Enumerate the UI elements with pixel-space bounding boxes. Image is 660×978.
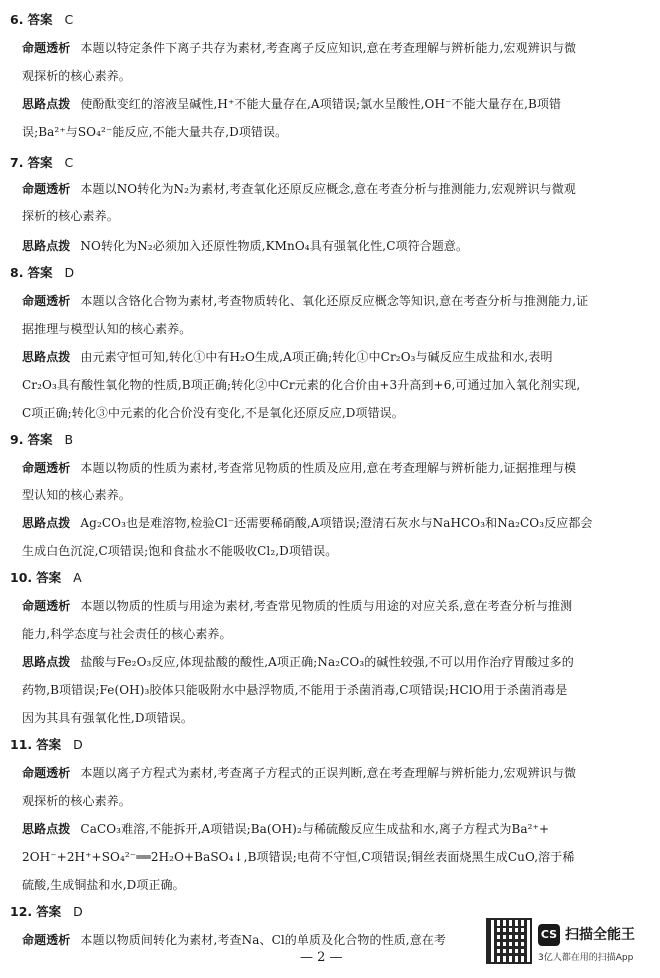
explanation-line: [22, 877, 650, 893]
section-label: 思路点拨: [22, 822, 71, 836]
answer-letter: A: [73, 570, 82, 585]
explanation-text: 型认知的核心素养。: [22, 488, 131, 502]
explanation-text: 本题以含铬化合物为素材,考查物质转化、氧化还原反应概念等知识,意在考查分析与推测能力,证: [80, 294, 589, 308]
question-number: 6.: [10, 12, 24, 27]
answer-label: 答案: [27, 155, 53, 170]
answer-label: 答案: [27, 265, 53, 280]
explanation-text: 观探析的核心素养。: [22, 69, 131, 83]
answer-letter: D: [73, 737, 83, 752]
question-number: 8.: [10, 265, 24, 280]
question-header: [10, 10, 73, 28]
section-label: 思路点拨: [22, 97, 71, 111]
section-label: 命题透析: [22, 461, 71, 475]
explanation-text: 探析的核心素养。: [22, 209, 119, 223]
explanation-line: [22, 598, 650, 614]
section-label: 命题透析: [22, 294, 71, 308]
explanation-line: [22, 68, 650, 84]
explanation-text: Cr₂O₃具有酸性氧化物的性质,B项正确;转化②中Cr元素的化合价由+3升高到+6,可通过加入氧化剂实现,: [22, 378, 581, 392]
explanation-text: 药物,B项错误;Fe(OH)₃胶体只能吸附水中悬浮物质,不能用于杀菌消毒,C项错误;HClO用于杀菌消毒是: [22, 683, 568, 697]
explanation-line: [22, 765, 650, 781]
camscanner-name: 扫描全能王: [565, 927, 635, 943]
explanation-text: 生成白色沉淀,C项错误;饱和食盐水不能吸收Cl₂,D项错误。: [22, 544, 338, 558]
answer-letter: D: [73, 904, 83, 919]
explanation-line: [22, 821, 650, 837]
answer-label: 答案: [27, 12, 53, 27]
explanation-line: [22, 515, 650, 531]
answer-label: 答案: [36, 904, 62, 919]
explanation-text: 2OH⁻+2H⁺+SO₄²⁻══2H₂O+BaSO₄↓,B项错误;电荷不守恒,C项错误;铜丝表面烧黑生成CuO,溶于稀: [22, 850, 575, 864]
explanation-text: 本题以物质的性质与用途为素材,考查常见物质的性质与用途的对应关系,意在考查分析与推测: [80, 599, 573, 613]
question-header: [10, 263, 74, 281]
answer-letter: B: [64, 432, 74, 447]
question-number: 9.: [10, 432, 24, 447]
explanation-text: 由元素守恒可知,转化①中有H₂O生成,A项正确;转化①中Cr₂O₃与碱反应生成盐和水,表明: [80, 350, 553, 364]
answer-letter: C: [64, 155, 74, 170]
explanation-line: [22, 626, 650, 642]
page-number: — 2 —: [300, 950, 343, 965]
explanation-text: 能力,科学态度与社会责任的核心素养。: [22, 627, 232, 641]
explanation-line: [22, 793, 650, 809]
explanation-text: 本题以离子方程式为素材,考查离子方程式的正误判断,意在考查理解与辨析能力,宏观辨识与微: [80, 766, 577, 780]
qr-code-icon: [486, 918, 532, 964]
answer-letter: D: [64, 265, 75, 280]
explanation-line: [22, 710, 650, 726]
explanation-line: [22, 849, 650, 865]
section-label: 思路点拨: [22, 350, 71, 364]
camscanner-logo-icon: CS: [538, 924, 560, 946]
explanation-line: [22, 181, 650, 197]
explanation-line: [22, 293, 650, 309]
explanation-line: [22, 40, 650, 56]
explanation-line: [22, 321, 650, 337]
question-header: [10, 430, 73, 448]
explanation-text: 本题以物质间转化为素材,考查Na、Cl的单质及化合物的性质,意在考: [80, 933, 447, 947]
explanation-text: 因为其具有强氧化性,D项错误。: [22, 711, 193, 725]
section-label: 命题透析: [22, 41, 71, 55]
explanation-line: [22, 682, 650, 698]
section-label: 思路点拨: [22, 655, 71, 669]
explanation-line: [22, 460, 650, 476]
explanation-line: [22, 238, 650, 254]
explanation-line: [22, 487, 650, 503]
explanation-line: [22, 654, 650, 670]
explanation-line: [22, 377, 650, 393]
section-label: 思路点拨: [22, 239, 71, 253]
question-number: 10.: [10, 570, 33, 585]
explanation-text: 据推理与模型认知的核心素养。: [22, 322, 192, 336]
explanation-line: [22, 349, 650, 365]
explanation-line: [22, 543, 650, 559]
question-header: [10, 902, 83, 920]
explanation-text: 本题以特定条件下离子共存为素材,考查离子反应知识,意在考查理解与辨析能力,宏观辨识与微: [80, 41, 577, 55]
explanation-text: 硫酸,生成铜盐和水,D项正确。: [22, 878, 185, 892]
explanation-text: 观探析的核心素养。: [22, 794, 131, 808]
question-number: 7.: [10, 155, 24, 170]
answer-label: 答案: [36, 570, 62, 585]
section-label: 命题透析: [22, 599, 71, 613]
question-number: 12.: [10, 904, 33, 919]
explanation-line: [22, 405, 650, 421]
explanation-text: 误;Ba²⁺与SO₄²⁻能反应,不能大量共存,D项错误。: [22, 125, 288, 139]
section-label: 命题透析: [22, 933, 71, 947]
explanation-text: CaCO₃难溶,不能拆开,A项错误;Ba(OH)₂与稀硫酸反应生成盐和水,离子方程式为Ba²⁺+: [80, 822, 550, 836]
camscanner-tagline: 3亿人都在用的扫描App: [538, 953, 634, 963]
question-header: [10, 735, 83, 753]
explanation-line: [22, 208, 650, 224]
explanation-line: [22, 124, 650, 140]
explanation-text: C项正确;转化③中元素的化合价没有变化,不是氧化还原反应,D项错误。: [22, 406, 404, 420]
explanation-line: [22, 96, 650, 112]
answer-label: 答案: [27, 432, 53, 447]
question-number: 11.: [10, 737, 33, 752]
explanation-text: 本题以物质的性质为素材,考查常见物质的性质及应用,意在考查理解与辨析能力,证据推理与模: [80, 461, 577, 475]
section-label: 思路点拨: [22, 516, 71, 530]
section-label: 命题透析: [22, 766, 71, 780]
section-label: 命题透析: [22, 182, 71, 196]
explanation-text: 盐酸与Fe₂O₃反应,体现盐酸的酸性,A项正确;Na₂CO₃的碱性较强,不可以用作治疗胃酸过多的: [80, 655, 574, 669]
explanation-text: 使酚酞变红的溶液呈碱性,H⁺不能大量存在,A项错误;氯水呈酸性,OH⁻不能大量存在,B项错: [80, 97, 562, 111]
question-header: [10, 153, 73, 171]
answer-letter: C: [64, 12, 74, 27]
question-header: [10, 568, 82, 586]
explanation-text: Ag₂CO₃也是难溶物,检验Cl⁻还需要稀硝酸,A项错误;澄清石灰水与NaHCO₃和Na₂CO₃反应都会: [80, 516, 593, 530]
answer-label: 答案: [36, 737, 62, 752]
explanation-text: NO转化为N₂必须加入还原性物质,KMnO₄具有强氧化性,C项符合题意。: [80, 239, 469, 253]
explanation-text: 本题以NO转化为N₂为素材,考查氧化还原反应概念,意在考查分析与推测能力,宏观辨识与微观: [80, 182, 576, 196]
